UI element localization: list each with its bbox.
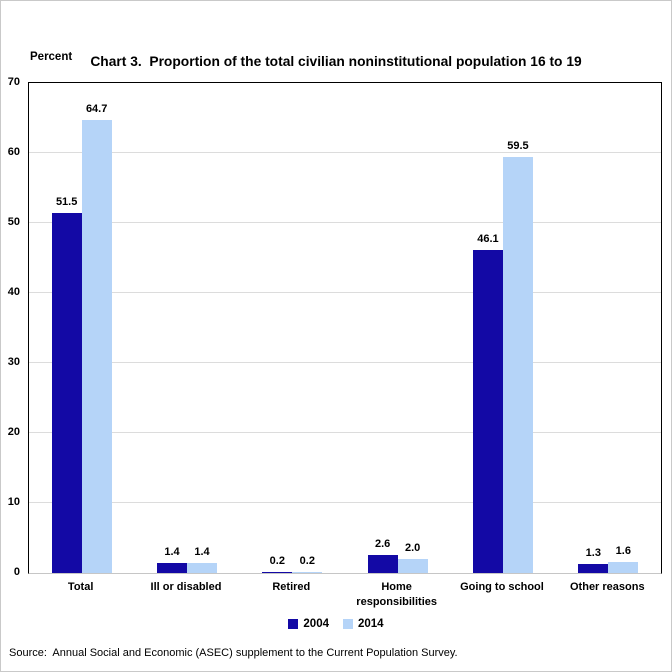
legend-label: 2014 [358,618,384,630]
y-tick-label: 70 [7,76,20,88]
category-label: Home responsibilities [356,581,437,608]
bar-wrapper [262,555,292,573]
y-tick-label: 20 [7,426,20,438]
bar-group [240,555,345,573]
bar-group [29,103,134,573]
bar-2004 [578,564,608,573]
legend-label: 2004 [303,618,329,630]
bar-2004 [473,250,503,573]
legend-swatch [343,619,353,629]
value-label: 46.1 [477,233,499,246]
category-label: Other reasons [570,581,645,593]
category-label: Going to school [460,581,544,593]
value-label: 51.5 [55,195,78,208]
value-label: 2.6 [374,537,391,550]
bar-group [556,545,661,573]
y-tick-label: 60 [7,146,20,158]
chart-legend [1,618,671,630]
bar-group [450,140,555,574]
bar-2004 [262,572,292,573]
value-label: 2.0 [404,542,421,554]
bar-wrapper [608,545,638,573]
y-tick-label: 30 [7,356,20,368]
legend-swatch [288,619,298,629]
bar-wrapper [473,233,503,573]
category-label: Total [67,581,94,593]
plot-area [28,82,662,574]
bar-2014 [608,562,638,573]
bar-2004 [157,563,187,573]
value-label: 64.7 [85,103,108,116]
source-note: Source: Annual Social and Economic (ASEC) supplement to the Current Population Survey. [9,647,458,659]
bar-wrapper [157,546,187,573]
bar-wrapper [578,547,608,573]
y-tick-label: 40 [7,286,20,298]
bar-wrapper [503,140,533,574]
legend-item [288,618,329,630]
bar-wrapper [52,196,82,574]
category-label: Retired [272,581,311,593]
y-tick-label: 50 [7,216,20,228]
y-axis-unit-label: Percent [30,51,73,63]
bar-groups [29,83,661,573]
bar-wrapper [292,555,322,573]
bar-group [134,546,239,573]
bar-wrapper [368,538,398,573]
bar-group [345,538,450,573]
value-label: 0.2 [299,554,315,567]
y-tick-label: 10 [7,496,20,508]
value-label: 1.4 [194,546,210,559]
bar-2014 [82,120,112,573]
bar-2014 [503,157,533,574]
value-label: 1.3 [585,546,601,559]
bar-2004 [52,213,82,574]
chart-title-line1: Chart 3. Proportion of the total civilian noninstitutional population 16 to 19 [90,54,582,69]
bar-2014 [292,572,322,573]
y-axis-tick-labels [1,76,20,578]
value-label: 1.4 [164,546,180,559]
value-label: 1.6 [615,544,631,557]
bar-2014 [398,559,428,573]
y-tick-label: 0 [13,566,20,578]
x-axis-category-labels [28,580,660,610]
bar-wrapper [82,103,112,573]
value-label: 59.5 [507,139,529,152]
bar-wrapper [187,546,217,573]
value-label: 0.2 [269,554,285,567]
bar-2004 [368,555,398,573]
category-label: Ill or disabled [150,581,222,593]
bar-wrapper [398,542,428,573]
bar-2014 [187,563,217,573]
legend-item [343,618,384,630]
